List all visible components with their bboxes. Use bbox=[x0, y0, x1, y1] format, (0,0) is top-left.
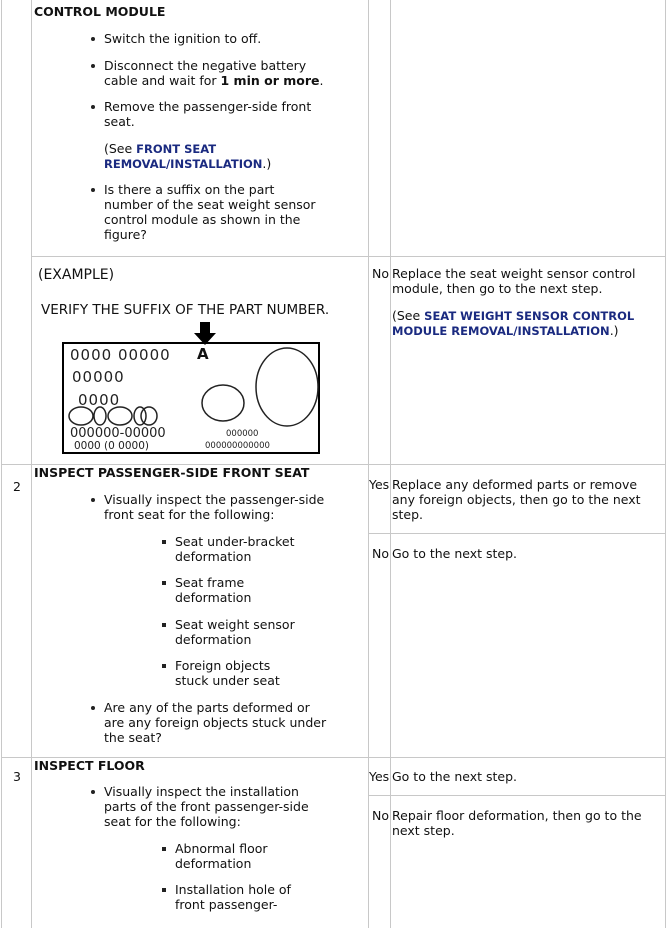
step-text: Are any of the parts deformed or bbox=[104, 700, 310, 715]
step-text: Disconnect the negative battery bbox=[104, 58, 307, 73]
bullet bbox=[91, 790, 95, 794]
bullet bbox=[91, 498, 95, 502]
result-yes-label: Yes bbox=[369, 769, 390, 784]
front-seat-link[interactable]: FRONT SEAT bbox=[136, 142, 217, 156]
figure-shapes bbox=[62, 342, 320, 454]
sub-bullet bbox=[162, 888, 166, 892]
step-text: Switch the ignition to off. bbox=[104, 31, 262, 46]
sub-bullet bbox=[162, 623, 166, 627]
see-reference: (See FRONT SEAT bbox=[104, 141, 217, 156]
result-text: Replace the seat weight sensor control bbox=[392, 266, 636, 281]
figure-example-label: (EXAMPLE) bbox=[38, 267, 115, 283]
step-text: front seat for the following: bbox=[104, 507, 275, 522]
grid-line bbox=[665, 0, 666, 928]
seat-weight-sensor-link[interactable]: SEAT WEIGHT SENSOR CONTROL bbox=[424, 309, 635, 323]
bullet bbox=[91, 188, 95, 192]
step-text: deformation bbox=[175, 590, 252, 605]
step-text: seat for the following: bbox=[104, 814, 241, 829]
step-title: CONTROL MODULE bbox=[34, 4, 166, 19]
see-reference: (See SEAT WEIGHT SENSOR CONTROL bbox=[392, 308, 635, 323]
sub-bullet bbox=[162, 540, 166, 544]
step-text: Seat weight sensor bbox=[175, 617, 295, 632]
result-text: Repair floor deformation, then go to the bbox=[392, 808, 642, 823]
sub-bullet bbox=[162, 664, 166, 668]
step-text: cable and wait for 1 min or more. bbox=[104, 73, 324, 88]
step-number: 3 bbox=[13, 769, 21, 784]
result-text: Go to the next step. bbox=[392, 769, 517, 784]
result-no-label: No bbox=[372, 546, 389, 561]
grid-line bbox=[368, 533, 665, 534]
step-text: Is there a suffix on the part bbox=[104, 182, 275, 197]
result-no-label: No bbox=[372, 808, 389, 823]
step-text: Abnormal floor bbox=[175, 841, 268, 856]
bullet bbox=[91, 37, 95, 41]
step-text: stuck under seat bbox=[175, 673, 280, 688]
figure-text: 00000 bbox=[72, 368, 125, 386]
figure-text: 000000000000 bbox=[205, 441, 270, 451]
figure-text: 0000 bbox=[78, 391, 121, 409]
result-yes-label: Yes bbox=[369, 477, 390, 492]
figure-text: 0000 00000 bbox=[70, 346, 171, 364]
step-text: number of the seat weight sensor bbox=[104, 197, 316, 212]
figure-text: 000000 bbox=[226, 429, 259, 439]
grid-line bbox=[368, 795, 665, 796]
step-text: front passenger- bbox=[175, 897, 278, 912]
see-reference: MODULE REMOVAL/INSTALLATION.) bbox=[392, 323, 619, 338]
step-text: Foreign objects bbox=[175, 658, 271, 673]
result-text: step. bbox=[392, 507, 424, 522]
bullet bbox=[91, 64, 95, 68]
figure-text: 0000 (0 0000) bbox=[74, 440, 149, 452]
step-text: Remove the passenger-side front bbox=[104, 99, 312, 114]
bullet bbox=[91, 105, 95, 109]
step-text: Visually inspect the installation bbox=[104, 784, 299, 799]
result-no-label: No bbox=[372, 266, 389, 281]
result-text: Replace any deformed parts or remove bbox=[392, 477, 638, 492]
step-title: INSPECT PASSENGER-SIDE FRONT SEAT bbox=[34, 465, 310, 480]
step-text: are any foreign objects stuck under bbox=[104, 715, 327, 730]
see-reference: REMOVAL/INSTALLATION.) bbox=[104, 156, 272, 171]
step-text: Visually inspect the passenger-side bbox=[104, 492, 325, 507]
front-seat-link-cont[interactable]: REMOVAL/INSTALLATION bbox=[104, 157, 263, 171]
sub-bullet bbox=[162, 581, 166, 585]
step-text: parts of the front passenger-side bbox=[104, 799, 309, 814]
step-text: deformation bbox=[175, 856, 252, 871]
sub-bullet bbox=[162, 847, 166, 851]
figure-caption: VERIFY THE SUFFIX OF THE PART NUMBER. bbox=[41, 302, 330, 318]
step-text: deformation bbox=[175, 632, 252, 647]
step-text: the seat? bbox=[104, 730, 162, 745]
step-number: 2 bbox=[13, 479, 21, 494]
step-text: Seat frame bbox=[175, 575, 245, 590]
result-text: Go to the next step. bbox=[392, 546, 517, 561]
result-text: any foreign objects, then go to the next bbox=[392, 492, 641, 507]
step-text: Seat under-bracket bbox=[175, 534, 295, 549]
step-text: control module as shown in the bbox=[104, 212, 301, 227]
step-text: deformation bbox=[175, 549, 252, 564]
result-text: module, then go to the next step. bbox=[392, 281, 603, 296]
suffix-letter: A bbox=[197, 345, 209, 363]
grid-line bbox=[31, 256, 665, 257]
step-title: INSPECT FLOOR bbox=[34, 758, 145, 773]
step-text: Installation hole of bbox=[175, 882, 291, 897]
step-text: figure? bbox=[104, 227, 147, 242]
bullet bbox=[91, 706, 95, 710]
seat-weight-sensor-link-cont[interactable]: MODULE REMOVAL/INSTALLATION bbox=[392, 324, 610, 338]
result-text: next step. bbox=[392, 823, 455, 838]
figure-text: 000000-00000 bbox=[70, 426, 166, 441]
step-text: seat. bbox=[104, 114, 135, 129]
